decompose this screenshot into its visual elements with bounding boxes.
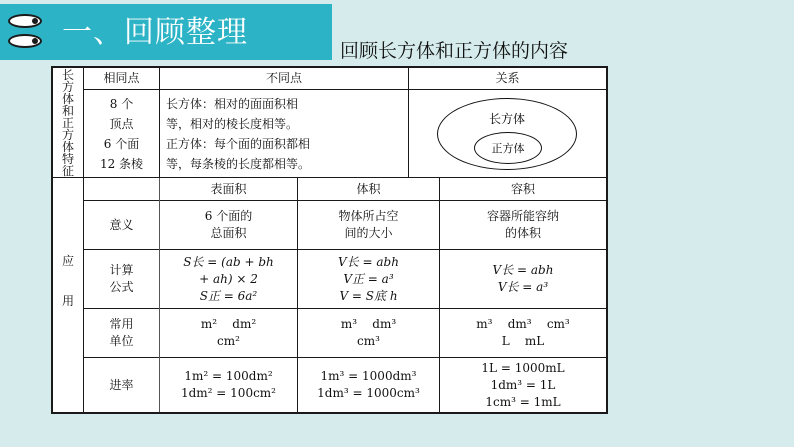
cell-diff (160, 90, 408, 177)
diff-line: 正方体：每个面的面积都相 (166, 136, 311, 151)
cell-line: 物体所占空 (338, 209, 399, 223)
row-label-formula (84, 250, 159, 308)
cell-line: 容器所能容纳 (486, 209, 559, 223)
col-header-surface: 表面积 (210, 181, 247, 196)
cell-line: cm² (217, 334, 240, 348)
same-line: 顶点 (109, 116, 134, 131)
col-header-volume: 体积 (356, 181, 381, 196)
cell-line: + ah) × 2 (199, 271, 258, 286)
cell-line: V = S底 h (339, 288, 398, 303)
row-label-units-text: 常用单位 (109, 317, 134, 348)
relation-inner-ellipse (474, 132, 542, 164)
diff-line: 等，相对的棱长度相等。 (166, 116, 299, 131)
header-diff: 不同点 (265, 71, 302, 85)
same-line: 6 个面 (103, 136, 140, 151)
cell-line: 1dm³ = 1L (490, 377, 556, 392)
cell-line: S长 = (ab + bh (183, 254, 274, 269)
diff-line: 等，每条棱的长度都相等。 (166, 156, 311, 171)
summary-table (51, 66, 608, 414)
cell-line: m³ dm³ cm³ (476, 317, 570, 331)
col-header-capacity: 容积 (510, 181, 535, 196)
cell-line: V长 = abh (492, 263, 554, 277)
side-label-features (53, 68, 83, 177)
cell-meaning-surface (160, 201, 297, 249)
relation-inner-label: 正方体 (491, 142, 525, 155)
binder-ring-icon (8, 34, 42, 48)
page-subtitle: 回顾长方体和正方体的内容 (340, 40, 569, 62)
relation-diagram (437, 98, 577, 170)
cell-line: 1m³ = 1000dm³ (320, 369, 417, 383)
cell-line: 1L = 1000mL (481, 360, 565, 375)
relation-outer-label: 长方体 (488, 112, 525, 126)
cell-line: 1cm³ = 1mL (485, 394, 561, 409)
cell-conversion-capacity (440, 358, 606, 412)
row-label-conversion: 进率 (109, 377, 134, 392)
cell-conversion-surface (160, 358, 297, 412)
cell-line: 1dm² = 100cm² (180, 386, 276, 400)
cell-line: L mL (501, 334, 545, 348)
cell-units-surface (160, 309, 297, 357)
cell-line: S正 = 6a² (199, 288, 258, 303)
title-banner (0, 4, 332, 60)
diff-line: 长方体：相对的面面积相 (166, 96, 299, 111)
cell-line: V长 = a³ (497, 280, 549, 294)
cell-line: 1dm³ = 1000cm³ (317, 386, 420, 400)
cell-line: m³ dm³ (340, 317, 397, 331)
binder-ring-icon (8, 14, 42, 28)
cell-line: 间的大小 (344, 226, 393, 240)
cell-line: V正 = a³ (343, 271, 394, 286)
cell-units-capacity (440, 309, 606, 357)
cell-units-volume (298, 309, 439, 357)
cell-same (84, 90, 159, 177)
cell-meaning-capacity (440, 201, 606, 249)
cell-formula-surface (160, 250, 297, 308)
same-line: 12 条棱 (99, 156, 144, 171)
row-label-meaning: 意义 (109, 217, 134, 232)
cell-formula-capacity (440, 250, 606, 308)
row-label-units (84, 309, 159, 357)
side-label-application-text: 应 用 (61, 254, 74, 308)
cell-line: m² dm² (200, 317, 257, 331)
cell-formula-volume (298, 250, 439, 308)
cell-line: 的体积 (504, 226, 541, 240)
cell-line: cm³ (357, 334, 380, 348)
side-label-features-text: 长 方 体 和 正 方 体 特 征 (61, 67, 74, 178)
header-relation: 关系 (495, 71, 520, 85)
cell-line: 6 个面的 (204, 209, 253, 223)
row-label-formula-text: 计算公式 (109, 263, 134, 294)
cell-line: 1m² = 100dm² (184, 369, 273, 383)
side-label-application (53, 178, 83, 412)
cell-line: 总面积 (210, 226, 247, 240)
cell-line: V长 = abh (338, 254, 399, 269)
header-same: 相同点 (103, 71, 140, 85)
page-title: 一、回顾整理 (62, 15, 248, 50)
same-line: 8 个 (109, 96, 134, 111)
cell-meaning-volume (298, 201, 439, 249)
cell-conversion-volume (298, 358, 439, 412)
